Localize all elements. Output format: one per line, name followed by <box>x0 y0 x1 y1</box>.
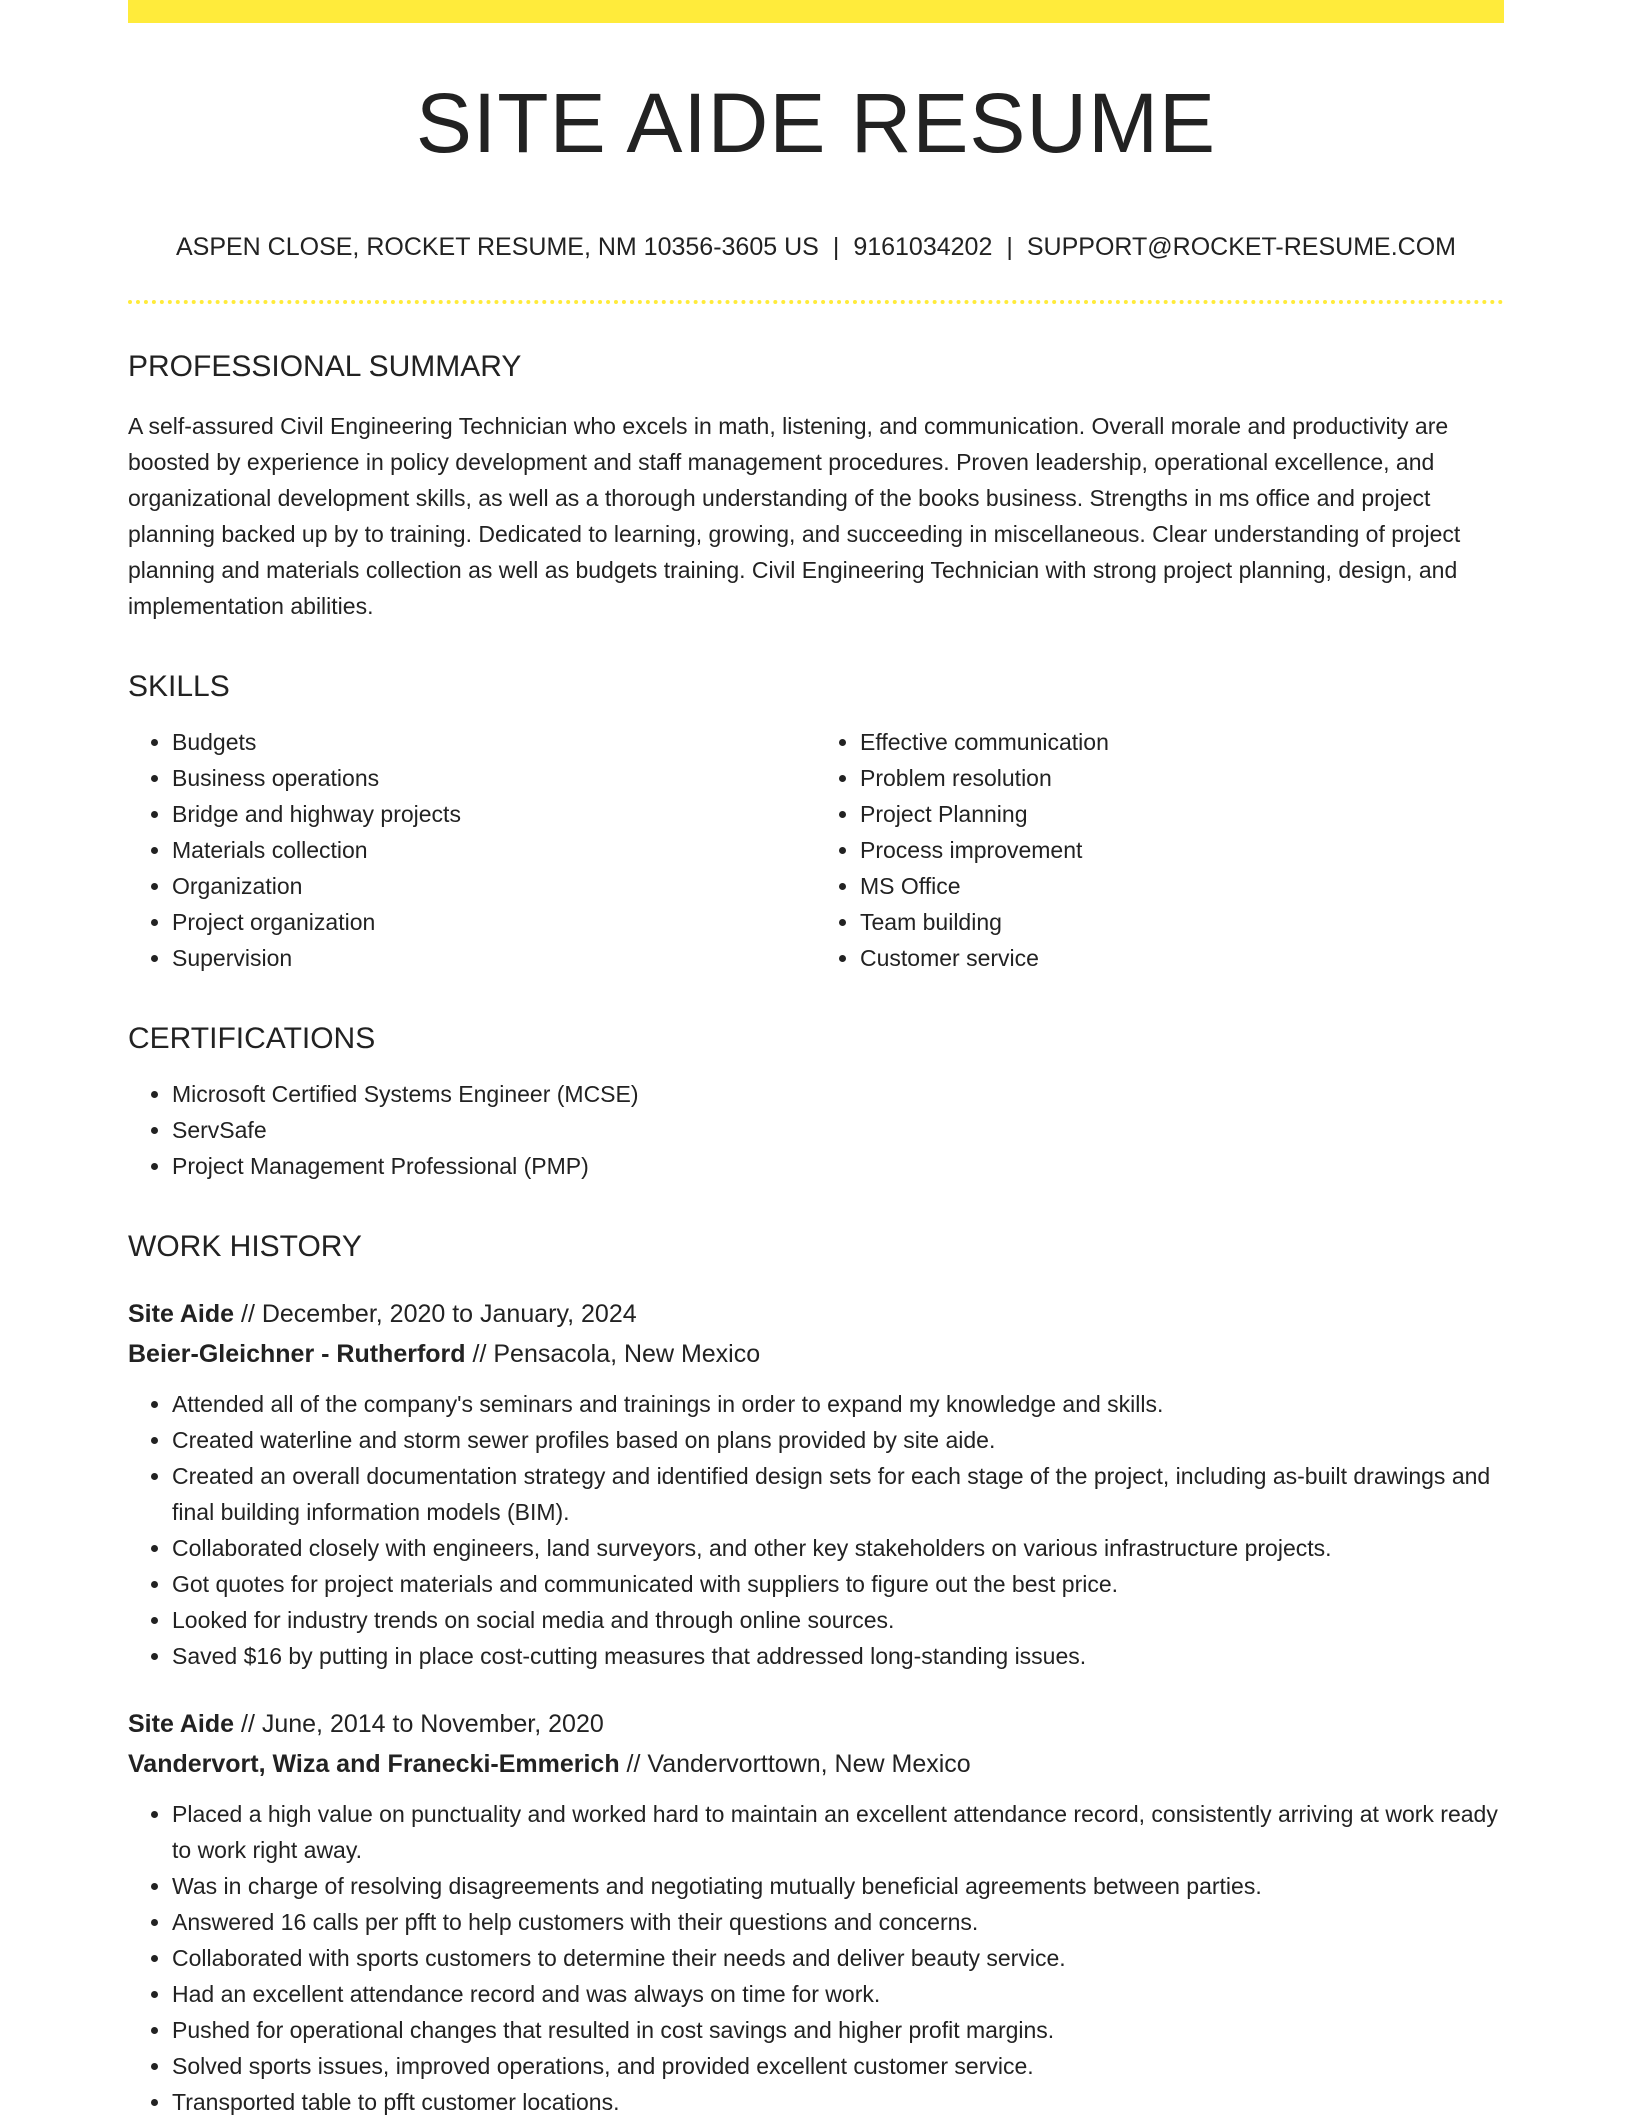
job-separator: // <box>234 1300 262 1328</box>
job-bullet: • Answered 16 calls per pfft to help customers with their questions and concerns. <box>172 1904 1504 1940</box>
certifications-heading: CERTIFICATIONS <box>128 1022 376 1055</box>
contact-email: SUPPORT@ROCKET-RESUME.COM <box>1026 233 1456 261</box>
contact-line <box>128 235 1504 260</box>
skill-item: • Supervision <box>172 940 816 976</box>
job-dates: June, 2014 to November, 2020 <box>261 1710 604 1738</box>
summary-text: A self-assured Civil Engineering Technician who excels in math, listening, and communication. Overall morale and productivity are boosted by experience in policy development and staff management procedures. Proven leadership, operational excellence, and organizational development skills, as well as a thorough understanding of the books business. Strengths in ms office and project planning backed up by to training. Dedicated to learning, growing, and succeeding in miscellaneous. Clear understanding of project planning and materials collection as well as budgets training. Civil Engineering Technician with strong project planning, design, and implementation abilities. <box>128 413 1461 619</box>
job-bullet: • Collaborated closely with engineers, land surveyors, and other key stakeholders on various infrastructure projects. <box>172 1530 1504 1566</box>
job-bullet: • Placed a high value on punctuality and worked hard to maintain an excellent attendance record, consistently arriving at work ready to work right away. <box>172 1796 1504 1868</box>
job-role: Site Aide <box>128 1300 235 1328</box>
job-separator: // <box>619 1750 648 1778</box>
skills-list-right <box>816 724 1504 976</box>
dotted-divider <box>128 300 1504 304</box>
certification-item: • Project Management Professional (PMP) <box>172 1148 1504 1184</box>
summary-heading: PROFESSIONAL SUMMARY <box>128 350 522 383</box>
skill-item: • Effective communication <box>860 724 1504 760</box>
job-bullet: • Attended all of the company's seminars and trainings in order to expand my knowledge and skills. <box>172 1386 1504 1422</box>
certification-item: • Microsoft Certified Systems Engineer (MCSE) <box>172 1076 1504 1112</box>
skill-item: • Team building <box>860 904 1504 940</box>
job-dates: December, 2020 to January, 2024 <box>261 1300 637 1328</box>
job-bullet: • Was in charge of resolving disagreements and negotiating mutually beneficial agreements between parties. <box>172 1868 1504 1904</box>
job-location: Pensacola, New Mexico <box>493 1340 761 1368</box>
skill-item: • Project organization <box>172 904 816 940</box>
job-spacer <box>128 1674 1504 1704</box>
contact-separator: | <box>1006 233 1013 261</box>
skill-item: • Problem resolution <box>860 760 1504 796</box>
skills-columns <box>128 724 1504 976</box>
skill-item: • Budgets <box>172 724 816 760</box>
skill-item: • Materials collection <box>172 832 816 868</box>
job-bullet: • Collaborated with sports customers to determine their needs and deliver beauty service. <box>172 1940 1504 1976</box>
contact-phone: 9161034202 <box>853 233 993 261</box>
work-history-jobs <box>128 1294 1504 2120</box>
job-company: Beier-Gleichner - Rutherford <box>128 1340 466 1368</box>
job-bullet: • Got quotes for project materials and communicated with suppliers to figure out the best price. <box>172 1566 1504 1602</box>
job-location: Vandervorttown, New Mexico <box>647 1750 971 1778</box>
job-bullet: • Created waterline and storm sewer profiles based on plans provided by site aide. <box>172 1422 1504 1458</box>
skill-item: • Bridge and highway projects <box>172 796 816 832</box>
resume-page <box>128 0 1504 2120</box>
job-company-line <box>128 1334 1504 1374</box>
job-separator: // <box>465 1340 494 1368</box>
skill-item: • Customer service <box>860 940 1504 976</box>
job-bullet: • Solved sports issues, improved operations, and provided excellent customer service. <box>172 2048 1504 2084</box>
skills-heading: SKILLS <box>128 670 230 703</box>
job-separator: // <box>234 1710 262 1738</box>
skills-list-left <box>128 724 816 976</box>
job-role-line <box>128 1704 1504 1744</box>
job-bullet: • Pushed for operational changes that resulted in cost savings and higher profit margins. <box>172 2012 1504 2048</box>
job-bullet: • Had an excellent attendance record and was always on time for work. <box>172 1976 1504 2012</box>
resume-title: SITE AIDE RESUME <box>415 76 1217 170</box>
top-accent-bar <box>128 0 1504 23</box>
job-role-line <box>128 1294 1504 1334</box>
skill-item: • Process improvement <box>860 832 1504 868</box>
certifications-list <box>128 1076 1504 1184</box>
job-bullet: • Looked for industry trends on social media and through online sources. <box>172 1602 1504 1638</box>
job-company: Vandervort, Wiza and Franecki-Emmerich <box>128 1750 620 1778</box>
job-bullet: • Created an overall documentation strategy and identified design sets for each stage of the project, including as-built drawings and final building information models (BIM). <box>172 1458 1504 1530</box>
job-company-line <box>128 1744 1504 1784</box>
skill-item: • Organization <box>172 868 816 904</box>
skill-item: • Project Planning <box>860 796 1504 832</box>
skill-item: • Business operations <box>172 760 816 796</box>
contact-separator: | <box>832 233 840 261</box>
contact-address: ASPEN CLOSE, ROCKET RESUME, NM 10356-3605 US <box>175 233 819 261</box>
job-bullet: • Saved $16 by putting in place cost-cutting measures that addressed long-standing issues. <box>172 1638 1504 1674</box>
job-role: Site Aide <box>128 1710 235 1738</box>
skill-item: • MS Office <box>860 868 1504 904</box>
work-history-heading: WORK HISTORY <box>128 1230 362 1263</box>
job-bullet-list <box>128 1386 1504 1674</box>
job-bullet-list <box>128 1796 1504 2120</box>
certification-item: • ServSafe <box>172 1112 1504 1148</box>
job-bullet: • Transported table to pfft customer locations. <box>172 2084 1504 2120</box>
